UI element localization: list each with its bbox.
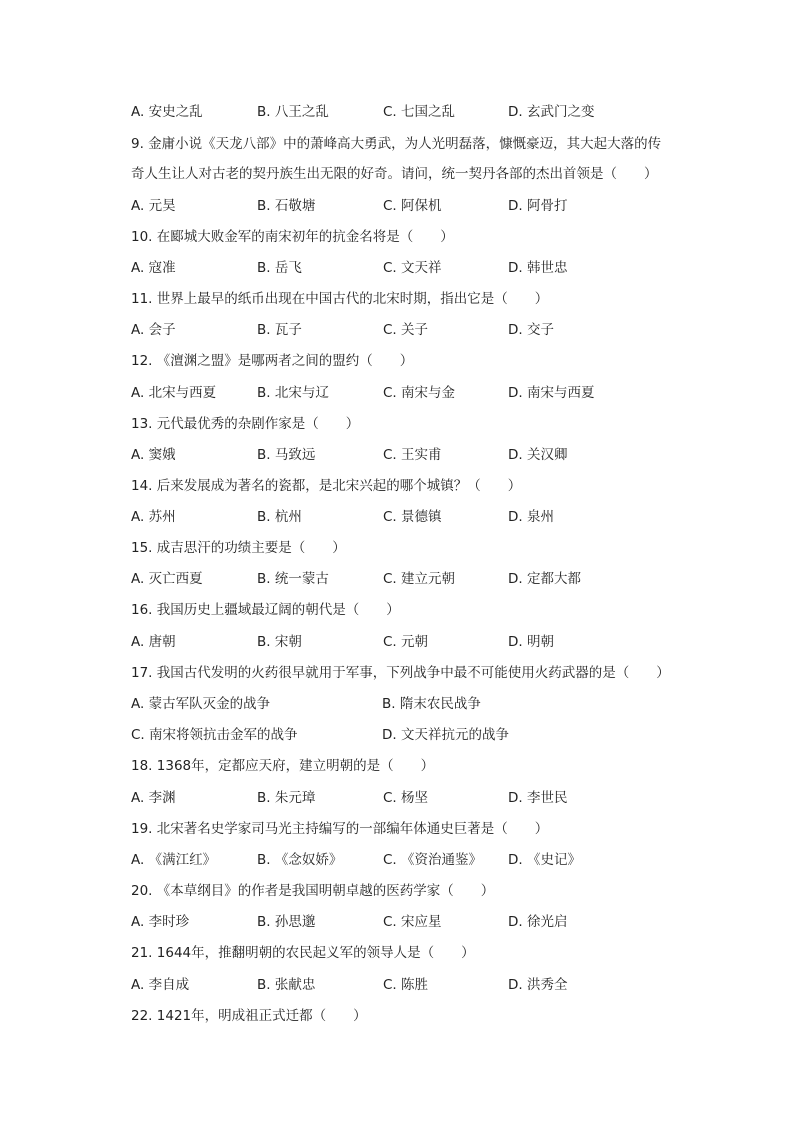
answer-option: D. 泉州 [508,509,554,525]
answer-option: B. 杭州 [257,509,302,525]
question-text: 16. 我国历史上疆域最辽阔的朝代是（ ） [131,602,400,618]
answer-option: C. 景德镇 [383,509,442,525]
question-text: 奇人生让人对古老的契丹族生出无限的好奇。请问，统一契丹各部的杰出首领是（ ） [131,166,658,182]
answer-option: C. 王实甫 [383,447,442,463]
answer-option: D. 阿骨打 [508,198,568,214]
answer-option: C. 《资治通鉴》 [383,852,483,868]
answer-option: A. 苏州 [131,509,176,525]
question-text: 12. 《澶渊之盟》是哪两者之间的盟约（ ） [131,353,414,369]
answer-option: A. 寇准 [131,260,176,276]
answer-option: A. 蒙古军队灭金的战争 [131,696,271,712]
answer-option: C. 建立元朝 [383,571,456,587]
answer-option: D. 李世民 [508,790,568,806]
answer-option: B. 马致远 [257,447,316,463]
answer-option: D. 明朝 [508,634,554,650]
answer-option: B. 朱元璋 [257,790,316,806]
answer-option: B. 石敬塘 [257,198,316,214]
answer-option: B. 张献忠 [257,977,316,993]
answer-option: A. 会子 [131,322,176,338]
answer-option: A. 北宋与西夏 [131,385,217,401]
question-text: 22. 1421年，明成祖正式迁都（ ） [131,1008,367,1024]
answer-option: A. 唐朝 [131,634,176,650]
answer-option: D. 徐光启 [508,914,568,930]
answer-option: D. 文天祥抗元的战争 [382,727,509,743]
question-text: 17. 我国古代发明的火药很早就用于军事，下列战争中最不可能使用火药武器的是（ ） [131,665,670,681]
answer-option: C. 文天祥 [383,260,442,276]
question-text: 20. 《本草纲目》的作者是我国明朝卓越的医药学家（ ） [131,883,495,899]
answer-option: A. 窦娥 [131,447,176,463]
answer-option: D. 定都大都 [508,571,581,587]
question-text: 10. 在郾城大败金军的南宋初年的抗金名将是（ ） [131,229,454,245]
answer-option: A. 元昊 [131,198,176,214]
answer-option: B. 隋末农民战争 [382,696,481,712]
answer-option: B. 宋朝 [257,634,302,650]
question-text: 14. 后来发展成为著名的瓷都，是北宋兴起的哪个城镇？（ ） [131,478,522,494]
answer-option: D. 《史记》 [508,852,581,868]
answer-option: D. 南宋与西夏 [508,385,595,401]
answer-option: A. 安史之乱 [131,104,203,120]
answer-option: A. 李自成 [131,977,190,993]
answer-option: D. 玄武门之变 [508,104,595,120]
answer-option: A. 李时珍 [131,914,190,930]
answer-option: A. 《满江红》 [131,852,217,868]
question-text: 9. 金庸小说《天龙八部》中的萧峰高大勇武，为人光明磊落，慷慨豪迈，其大起大落的传 [131,136,662,152]
answer-option: B. 孙思邈 [257,914,316,930]
answer-option: D. 关汉卿 [508,447,568,463]
question-text: 11. 世界上最早的纸币出现在中国古代的北宋时期，指出它是（ ） [131,291,549,307]
answer-option: D. 洪秀全 [508,977,568,993]
answer-option: D. 韩世忠 [508,260,568,276]
question-text: 19. 北宋著名史学家司马光主持编写的一部编年体通史巨著是（ ） [131,821,549,837]
answer-option: A. 灭亡西夏 [131,571,203,587]
answer-option: B. 岳飞 [257,260,302,276]
answer-option: C. 陈胜 [383,977,429,993]
answer-option: C. 杨坚 [383,790,429,806]
question-text: 15. 成吉思汗的功绩主要是（ ） [131,540,346,556]
answer-option: B. 八王之乱 [257,104,329,120]
answer-option: C. 关子 [383,322,429,338]
question-text: 21. 1644年，推翻明朝的农民起义军的领导人是（ ） [131,945,475,961]
answer-option: A. 李渊 [131,790,176,806]
answer-option: C. 阿保机 [383,198,442,214]
answer-option: C. 南宋将领抗击金军的战争 [131,727,298,743]
answer-option: B. 瓦子 [257,322,302,338]
question-text: 13. 元代最优秀的杂剧作家是（ ） [131,416,360,432]
answer-option: C. 七国之乱 [383,104,456,120]
answer-option: C. 宋应星 [383,914,442,930]
answer-option: B. 北宋与辽 [257,385,329,401]
answer-option: C. 元朝 [383,634,429,650]
question-text: 18. 1368年，定都应天府，建立明朝的是（ ） [131,758,435,774]
answer-option: C. 南宋与金 [383,385,456,401]
answer-option: D. 交子 [508,322,554,338]
answer-option: B. 统一蒙古 [257,571,329,587]
answer-option: B. 《念奴娇》 [257,852,343,868]
